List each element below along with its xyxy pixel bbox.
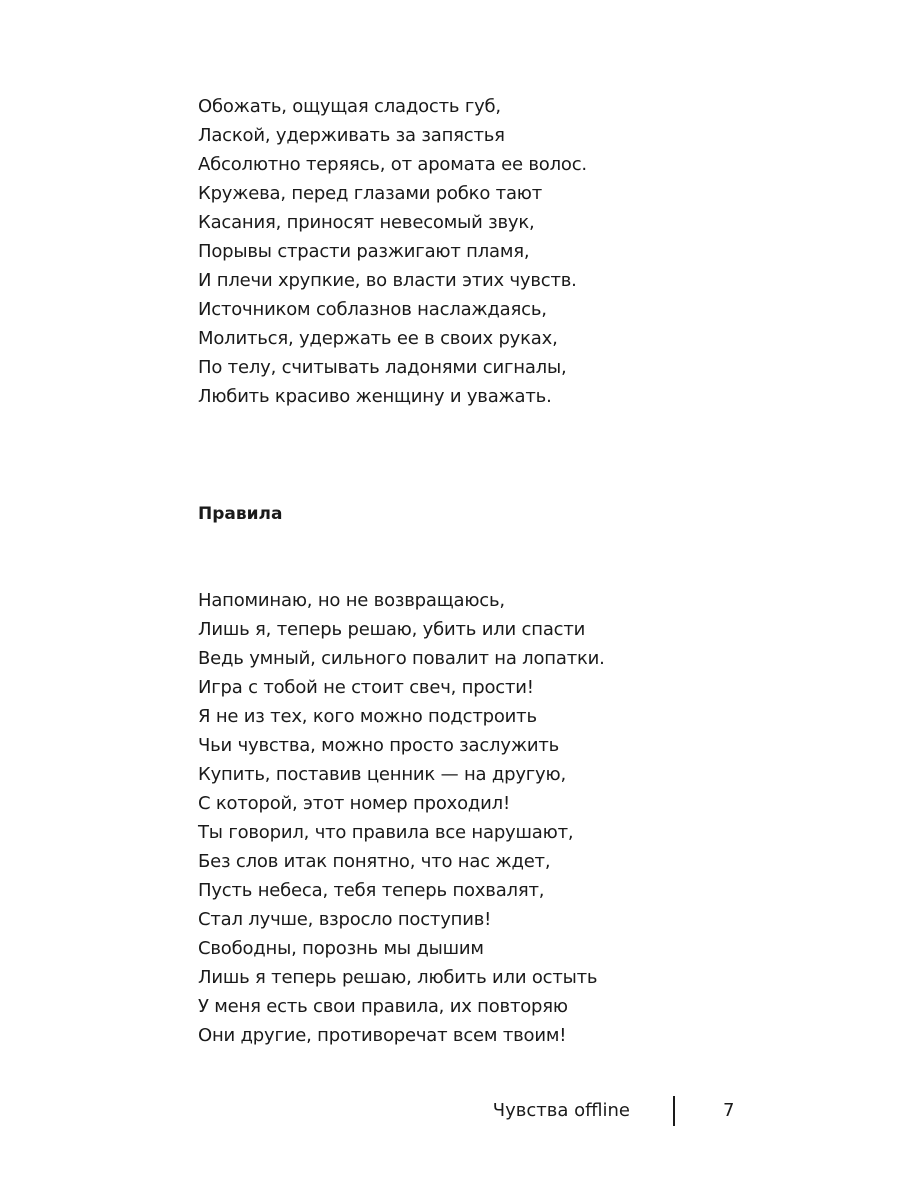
poem-line: Я не из тех, кого можно подстроить (198, 706, 537, 727)
poem-line: Они другие, противоречат всем твоим! (198, 1025, 567, 1046)
poem-pravila (198, 586, 605, 1050)
poem-untitled (198, 92, 587, 411)
poem-line: Напоминаю, но не возвращаюсь, (198, 590, 505, 611)
poem-line: Источником соблазнов наслаждаясь, (198, 299, 547, 320)
poem-line: Стал лучше, взросло поступив! (198, 909, 492, 930)
poem-line: Порывы страсти разжигают пламя, (198, 241, 530, 262)
poem-line: Ведь умный, сильного повалит на лопатки. (198, 648, 605, 669)
poem-line: С которой, этот номер проходил! (198, 793, 510, 814)
footer-book-title: Чувства offline (492, 1100, 630, 1121)
poem-title: Правила (198, 504, 283, 524)
poem-line: Любить красиво женщину и уважать. (198, 386, 552, 407)
poem-line: Без слов итак понятно, что нас ждет, (198, 851, 551, 872)
poem-line: Ты говорил, что правила все нарушают, (198, 822, 574, 843)
poem-line: Молиться, удержать ее в своих руках, (198, 328, 558, 349)
poem-line: Касания, приносят невесомый звук, (198, 212, 535, 233)
poem-line: Лаской, удерживать за запястья (198, 125, 505, 146)
footer-divider (673, 1096, 675, 1126)
poem-line: По телу, считывать ладонями сигналы, (198, 357, 567, 378)
poem-line: Лишь я теперь решаю, любить или остыть (198, 967, 598, 988)
poem-line: И плечи хрупкие, во власти этих чувств. (198, 270, 577, 291)
poem-line: Купить, поставив ценник — на другую, (198, 764, 566, 785)
poem-line: Лишь я, теперь решаю, убить или спасти (198, 619, 586, 640)
poem-line: Обожать, ощущая сладость губ, (198, 96, 501, 117)
poem-line: У меня есть свои правила, их повторяю (198, 996, 568, 1017)
poem-line: Игра с тобой не стоит свеч, прости! (198, 677, 534, 698)
poem-line: Кружева, перед глазами робко тают (198, 183, 543, 204)
poem-line: Чьи чувства, можно просто заслужить (198, 735, 560, 756)
page-number: 7 (723, 1100, 735, 1121)
poem-line: Абсолютно теряясь, от аромата ее волос. (198, 154, 587, 175)
poem-line: Пусть небеса, тебя теперь похвалят, (198, 880, 545, 901)
poem-line: Свободны, порознь мы дышим (198, 938, 484, 959)
